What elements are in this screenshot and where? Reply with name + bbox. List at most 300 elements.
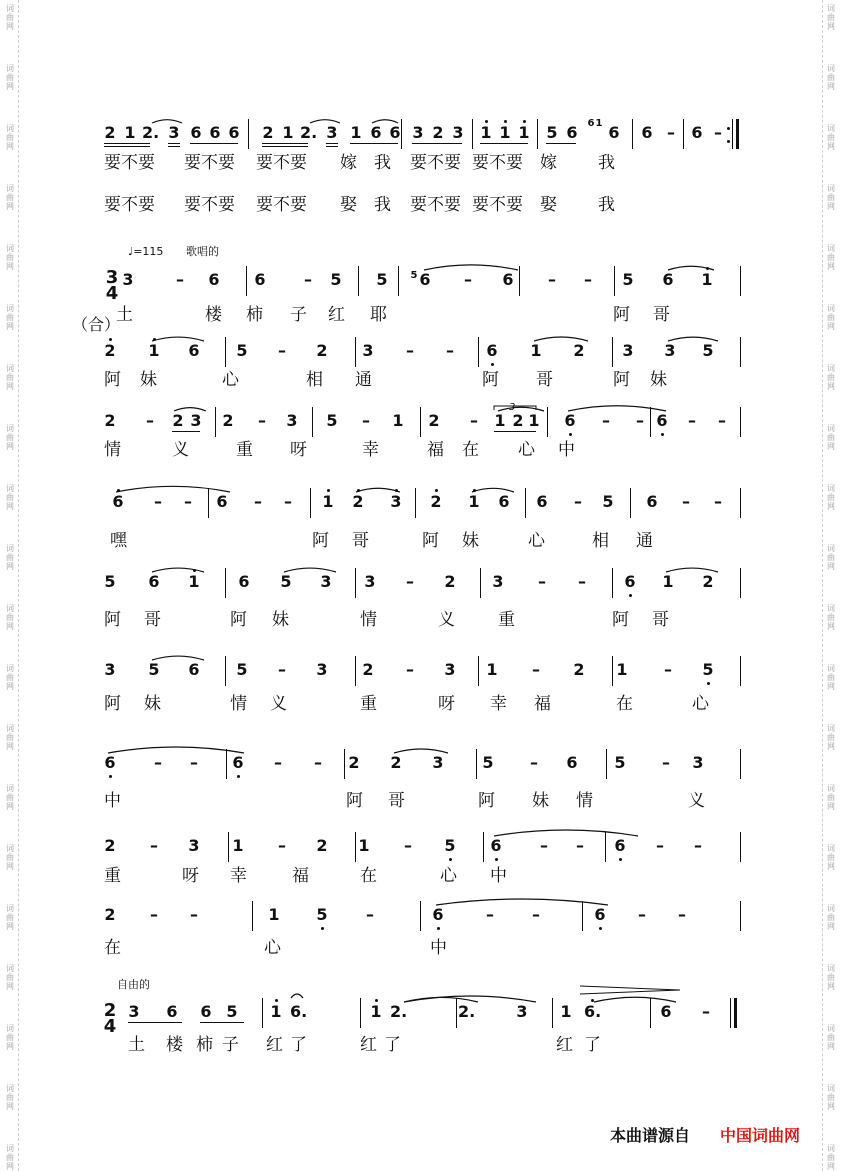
note-digit: – xyxy=(406,572,414,591)
watermark-text: 词 曲 网 xyxy=(6,844,14,871)
watermark-text: 词 曲 网 xyxy=(6,604,14,631)
note-digit: 3 xyxy=(492,572,504,591)
note-digit: 3 xyxy=(316,660,328,679)
bar-line xyxy=(630,488,631,518)
note-digit: 3 xyxy=(390,492,402,511)
note-digit: – xyxy=(184,492,192,511)
lyric-syllable: 哥 xyxy=(352,531,369,551)
lyric-syllable: 阿 xyxy=(104,370,121,390)
note-digit: 1 xyxy=(268,905,280,924)
note-digit: 1 xyxy=(232,836,244,855)
lyric-syllable: 我 xyxy=(374,153,391,173)
repeat-dot xyxy=(727,140,730,143)
lyric-syllable: 阿 xyxy=(422,531,439,551)
lyric-syllable: 重 xyxy=(104,866,121,886)
note-digit: 6 xyxy=(608,123,620,142)
watermark-text: 词 曲 网 xyxy=(827,844,835,871)
lyric-syllable: 阿 xyxy=(312,531,329,551)
bar-line xyxy=(472,119,473,149)
note-digit: – xyxy=(667,123,675,142)
note-digit: 6 xyxy=(564,411,576,430)
note-digit: 3 xyxy=(412,123,424,142)
note-digit: – xyxy=(638,905,646,924)
note-digit: 2. xyxy=(300,123,318,142)
note-digit: 2. xyxy=(390,1002,408,1021)
lyric-syllable: 中 xyxy=(490,866,507,886)
note-digit: 6 xyxy=(216,492,228,511)
note-digit: 2 xyxy=(428,411,440,430)
note-digit: 5 xyxy=(148,660,160,679)
fermata-mark xyxy=(291,994,303,998)
note-digit: – xyxy=(304,270,312,289)
sixteenth-underline xyxy=(262,146,308,147)
note-digit: 3 xyxy=(516,1002,528,1021)
sixteenth-underline xyxy=(168,146,180,147)
note-digit: 3 xyxy=(104,660,116,679)
note-digit: 6 xyxy=(254,270,266,289)
octave-dot-low xyxy=(449,858,452,861)
note-digit: – xyxy=(574,492,582,511)
octave-dot-low xyxy=(599,927,602,930)
lyric-syllable: 哥 xyxy=(536,370,553,390)
watermark-text: 词 曲 网 xyxy=(827,964,835,991)
note-digit: 2 xyxy=(316,341,328,360)
watermark-text: 词 曲 网 xyxy=(827,1084,835,1111)
note-digit: 1 xyxy=(358,836,370,855)
note-digit: 6 xyxy=(536,492,548,511)
note-digit: 6 xyxy=(209,123,221,142)
bar-line xyxy=(605,832,606,862)
bar-line xyxy=(740,832,741,862)
note-digit: – xyxy=(406,341,414,360)
note-digit: 1 xyxy=(188,572,200,591)
watermark-text: 词 曲 网 xyxy=(6,544,14,571)
triplet-marker: 3 xyxy=(509,402,516,413)
note-digit: 1 xyxy=(486,660,498,679)
note-digit: 3 xyxy=(190,411,202,430)
lyric-syllable: 嘿 xyxy=(110,531,127,551)
lyric-syllable: 要不要 xyxy=(104,195,155,215)
octave-dot-high xyxy=(485,120,488,123)
time-signature-top: 3 xyxy=(105,267,119,288)
note-digit: 6 xyxy=(190,123,202,142)
octave-dot-high xyxy=(591,999,594,1002)
eighth-underline xyxy=(350,143,398,144)
lyric-syllable: 柿 xyxy=(196,1035,213,1055)
note-digit: 6 xyxy=(188,341,200,360)
note-digit: 6 xyxy=(662,270,674,289)
note-digit: – xyxy=(176,270,184,289)
note-digit: – xyxy=(540,836,548,855)
note-digit: 2 xyxy=(172,411,184,430)
note-digit: – xyxy=(532,905,540,924)
diminuendo-hairpin xyxy=(580,986,680,994)
watermark-text: 词 曲 网 xyxy=(827,544,835,571)
watermark-text: 词 曲 网 xyxy=(827,1024,835,1051)
watermark-text: 词 曲 网 xyxy=(6,1144,14,1171)
chorus-label: （合） xyxy=(72,315,121,334)
bar-line xyxy=(225,337,226,367)
note-digit: – xyxy=(714,123,722,142)
note-digit: 2 xyxy=(362,660,374,679)
tempo-marking: ♩=115 xyxy=(128,245,164,258)
watermark-text: 词 曲 网 xyxy=(827,4,835,31)
note-digit: 3 xyxy=(622,341,634,360)
lyric-syllable: 心 xyxy=(264,938,281,958)
lyric-syllable: 我 xyxy=(598,153,615,173)
note-digit: 5 xyxy=(330,270,342,289)
lyric-syllable: 通 xyxy=(636,531,653,551)
lyric-syllable: 幸 xyxy=(230,866,247,886)
note-digit: 5 xyxy=(702,660,714,679)
lyric-syllable: 妹 xyxy=(650,370,667,390)
octave-dot-high xyxy=(375,999,378,1002)
note-digit: 5 xyxy=(546,123,558,142)
lyric-syllable: 在 xyxy=(616,694,633,714)
note-digit: – xyxy=(278,660,286,679)
note-digit: 3 xyxy=(188,836,200,855)
lyric-syllable: 情 xyxy=(104,440,121,460)
lyric-syllable: 福 xyxy=(427,440,444,460)
note-digit: – xyxy=(688,411,696,430)
bar-line xyxy=(537,119,538,149)
note-digit: 1 xyxy=(468,492,480,511)
lyric-syllable: 嫁 xyxy=(340,153,357,173)
note-digit: – xyxy=(284,492,292,511)
note-digit: 1 xyxy=(528,411,540,430)
note-digit: 6 xyxy=(594,905,606,924)
note-digit: 5 xyxy=(444,836,456,855)
bar-line xyxy=(525,488,526,518)
lyric-syllable: 呀 xyxy=(438,694,455,714)
watermark-text: 词 曲 网 xyxy=(6,364,14,391)
note-digit: – xyxy=(404,836,412,855)
bar-line xyxy=(208,488,209,518)
lyric-syllable: 要不要 xyxy=(410,195,461,215)
note-digit: 5 xyxy=(376,270,388,289)
lyric-syllable: 阿 xyxy=(612,610,629,630)
slur-arc xyxy=(116,486,230,492)
lyric-syllable: 红 xyxy=(328,305,345,325)
note-digit: 2 xyxy=(444,572,456,591)
note-digit: 6 xyxy=(646,492,658,511)
note-digit: 6 xyxy=(490,836,502,855)
lyric-syllable: 阿 xyxy=(346,791,363,811)
note-digit: – xyxy=(154,753,162,772)
watermark-text: 词 曲 网 xyxy=(6,664,14,691)
bar-line xyxy=(740,656,741,686)
lyric-syllable: 哥 xyxy=(144,610,161,630)
bar-line xyxy=(312,407,313,437)
footer-site-link[interactable]: 中国词曲网 xyxy=(720,1126,801,1145)
bar-line xyxy=(483,832,484,862)
lyric-syllable: 妹 xyxy=(272,610,289,630)
note-digit: 2 xyxy=(432,123,444,142)
octave-dot-high xyxy=(435,489,438,492)
watermark-text: 词 曲 网 xyxy=(6,904,14,931)
bar-line xyxy=(248,119,249,149)
note-digit: 6. xyxy=(290,1002,308,1021)
bar-line xyxy=(310,488,311,518)
octave-dot-high xyxy=(153,338,156,341)
watermark-text: 词 曲 网 xyxy=(6,244,14,271)
note-digit: 6 xyxy=(502,270,514,289)
grace-note: 5 xyxy=(410,270,418,281)
lyric-syllable: 土 xyxy=(116,305,133,325)
watermark-text: 词 曲 网 xyxy=(827,124,835,151)
note-digit: – xyxy=(664,660,672,679)
left-watermark-strip xyxy=(2,0,19,1171)
lyric-syllable: 要不要 xyxy=(410,153,461,173)
note-digit: 5 xyxy=(316,905,328,924)
note-digit: 6 xyxy=(208,270,220,289)
bar-line xyxy=(650,407,651,437)
octave-dot-high xyxy=(193,569,196,572)
watermark-text: 词 曲 网 xyxy=(827,184,835,211)
note-digit: 3 xyxy=(432,753,444,772)
bar-line xyxy=(740,488,741,518)
watermark-text: 词 曲 网 xyxy=(6,184,14,211)
octave-dot-high xyxy=(473,489,476,492)
note-digit: 2 xyxy=(352,492,364,511)
note-digit: 6 xyxy=(188,660,200,679)
note-digit: – xyxy=(362,411,370,430)
note-digit: – xyxy=(150,836,158,855)
note-digit: 5 xyxy=(602,492,614,511)
note-digit: – xyxy=(154,492,162,511)
watermark-text: 词 曲 网 xyxy=(827,724,835,751)
bar-line xyxy=(401,119,402,149)
lyric-syllable: 柿 xyxy=(246,305,263,325)
note-digit: 6 xyxy=(166,1002,178,1021)
note-digit: 2 xyxy=(104,905,116,924)
bar-line xyxy=(225,656,226,686)
note-digit: 6 xyxy=(370,123,382,142)
bar-line xyxy=(420,901,421,931)
watermark-text: 词 曲 网 xyxy=(827,424,835,451)
bar-line xyxy=(355,656,356,686)
lyric-syllable: 妹 xyxy=(532,791,549,811)
lyric-syllable: 重 xyxy=(498,610,515,630)
lyric-syllable: 耶 xyxy=(370,305,387,325)
note-digit: 6 xyxy=(200,1002,212,1021)
final-bar-thick xyxy=(734,998,737,1028)
lyric-syllable: 相 xyxy=(306,370,323,390)
lyric-syllable: 了 xyxy=(384,1035,401,1055)
bar-line xyxy=(612,656,613,686)
octave-dot-low xyxy=(629,594,632,597)
lyric-syllable: 红 xyxy=(360,1035,377,1055)
bar-line xyxy=(740,407,741,437)
time-signature-top: 2 xyxy=(103,1000,117,1021)
bar-line xyxy=(252,901,253,931)
octave-dot-high xyxy=(327,489,330,492)
octave-dot-high xyxy=(395,489,398,492)
octave-dot-high xyxy=(117,489,120,492)
eighth-underline xyxy=(104,143,150,144)
final-bar-thick xyxy=(736,119,739,149)
bar-line xyxy=(415,488,416,518)
bar-line xyxy=(740,337,741,367)
note-digit: – xyxy=(718,411,726,430)
note-digit: – xyxy=(602,411,610,430)
time-signature-bottom: 4 xyxy=(103,1016,117,1037)
bar-line xyxy=(547,407,548,437)
lyric-syllable: 了 xyxy=(290,1035,307,1055)
lyric-syllable: 通 xyxy=(355,370,372,390)
lyric-syllable: 在 xyxy=(462,440,479,460)
lyric-syllable: 子 xyxy=(290,305,307,325)
lyric-syllable: 要不要 xyxy=(104,153,155,173)
expression-marking: 歌唱的 xyxy=(186,245,219,258)
note-digit: 6 xyxy=(498,492,510,511)
note-digit: 6 xyxy=(641,123,653,142)
lyric-syllable: 娶 xyxy=(540,195,557,215)
final-bar-thin xyxy=(732,119,733,149)
note-digit: 2. xyxy=(458,1002,476,1021)
watermark-text: 词 曲 网 xyxy=(827,904,835,931)
note-digit: 5 xyxy=(104,572,116,591)
note-digit: – xyxy=(274,753,282,772)
note-digit: – xyxy=(702,1002,710,1021)
footer-source-label: 本曲谱源自 xyxy=(610,1126,691,1145)
watermark-text: 词 曲 网 xyxy=(827,604,835,631)
bar-line xyxy=(246,266,247,296)
octave-dot-low xyxy=(661,433,664,436)
eighth-underline xyxy=(172,431,200,432)
lyric-syllable: 要不要 xyxy=(184,153,235,173)
grace-note: 1 xyxy=(595,118,603,129)
watermark-text: 词 曲 网 xyxy=(827,64,835,91)
note-digit: 6 xyxy=(691,123,703,142)
note-digit: 6 xyxy=(104,753,116,772)
note-digit: 6 xyxy=(656,411,668,430)
bar-line xyxy=(476,749,477,779)
bar-line xyxy=(478,656,479,686)
note-digit: 6 xyxy=(148,572,160,591)
lyric-syllable: 幸 xyxy=(362,440,379,460)
octave-dot-high xyxy=(706,267,709,270)
bar-line xyxy=(478,337,479,367)
eighth-underline xyxy=(326,143,338,144)
lyric-syllable: 呀 xyxy=(290,440,307,460)
lyric-syllable: 土 xyxy=(128,1035,145,1055)
note-digit: 3 xyxy=(122,270,134,289)
lyric-syllable: 心 xyxy=(222,370,239,390)
sixteenth-underline xyxy=(104,146,150,147)
note-digit: 3 xyxy=(326,123,338,142)
note-digit: – xyxy=(406,660,414,679)
note-digit: – xyxy=(278,341,286,360)
note-digit: 6. xyxy=(584,1002,602,1021)
grace-note: 6 xyxy=(587,118,595,129)
note-digit: 1 xyxy=(350,123,362,142)
note-digit: – xyxy=(314,753,322,772)
eighth-underline xyxy=(262,143,308,144)
eighth-underline xyxy=(168,143,180,144)
lyric-syllable: 楼 xyxy=(205,305,222,325)
lyric-syllable: 情 xyxy=(360,610,377,630)
note-digit: 2 xyxy=(573,660,585,679)
lyric-syllable: 幸 xyxy=(490,694,507,714)
lyric-syllable: 要不要 xyxy=(184,195,235,215)
bar-line xyxy=(582,901,583,931)
bar-line xyxy=(632,119,633,149)
lyric-syllable: 重 xyxy=(360,694,377,714)
bar-line xyxy=(519,266,520,296)
lyric-syllable: 在 xyxy=(360,866,377,886)
slur-arc xyxy=(568,406,666,411)
bar-line xyxy=(606,749,607,779)
note-digit: – xyxy=(146,411,154,430)
octave-dot-low xyxy=(491,363,494,366)
note-digit: 5 xyxy=(622,270,634,289)
watermark-text: 词 曲 网 xyxy=(827,784,835,811)
note-digit: – xyxy=(530,753,538,772)
bar-line xyxy=(480,568,481,598)
note-digit: – xyxy=(446,341,454,360)
lyric-syllable: 中 xyxy=(558,440,575,460)
note-digit: – xyxy=(150,905,158,924)
note-digit: 2 xyxy=(348,753,360,772)
note-digit: 5 xyxy=(482,753,494,772)
eighth-underline xyxy=(190,143,238,144)
note-digit: 1 xyxy=(662,572,674,591)
lyric-syllable: 妹 xyxy=(140,370,157,390)
lyric-syllable: 义 xyxy=(172,440,189,460)
watermark-text: 词 曲 网 xyxy=(6,724,14,751)
watermark-text: 词 曲 网 xyxy=(6,124,14,151)
lyric-syllable: 阿 xyxy=(613,305,630,325)
free-tempo-marking: 自由的 xyxy=(117,978,150,991)
note-digit: 5 xyxy=(236,341,248,360)
note-digit: 2 xyxy=(430,492,442,511)
note-digit: 6 xyxy=(486,341,498,360)
octave-dot-low xyxy=(237,775,240,778)
note-digit: – xyxy=(532,660,540,679)
note-digit: 6 xyxy=(566,753,578,772)
note-digit: 6 xyxy=(228,123,240,142)
note-digit: 1 xyxy=(530,341,542,360)
bar-line xyxy=(398,266,399,296)
lyric-syllable: 要不要 xyxy=(256,153,307,173)
watermark-text: 词 曲 网 xyxy=(6,304,14,331)
watermark-text: 词 曲 网 xyxy=(6,1084,14,1111)
lyric-syllable: 呀 xyxy=(182,866,199,886)
note-digit: 1 xyxy=(560,1002,572,1021)
lyric-syllable: 了 xyxy=(584,1035,601,1055)
note-digit: – xyxy=(656,836,664,855)
lyric-syllable: 楼 xyxy=(166,1035,183,1055)
octave-dot-low xyxy=(569,433,572,436)
bar-line xyxy=(262,998,263,1028)
watermark-text: 词 曲 网 xyxy=(6,4,14,31)
note-digit: – xyxy=(486,905,494,924)
note-digit: 5 xyxy=(702,341,714,360)
lyric-syllable: 在 xyxy=(104,938,121,958)
note-digit: 1 xyxy=(616,660,628,679)
note-digit: – xyxy=(682,492,690,511)
bar-line xyxy=(225,568,226,598)
note-digit: – xyxy=(470,411,478,430)
watermark-text: 词 曲 网 xyxy=(6,64,14,91)
bar-line xyxy=(344,749,345,779)
lyric-syllable: 情 xyxy=(230,694,247,714)
note-digit: 6 xyxy=(566,123,578,142)
watermark-text: 词 曲 网 xyxy=(6,964,14,991)
note-digit: 6 xyxy=(614,836,626,855)
note-digit: – xyxy=(366,905,374,924)
